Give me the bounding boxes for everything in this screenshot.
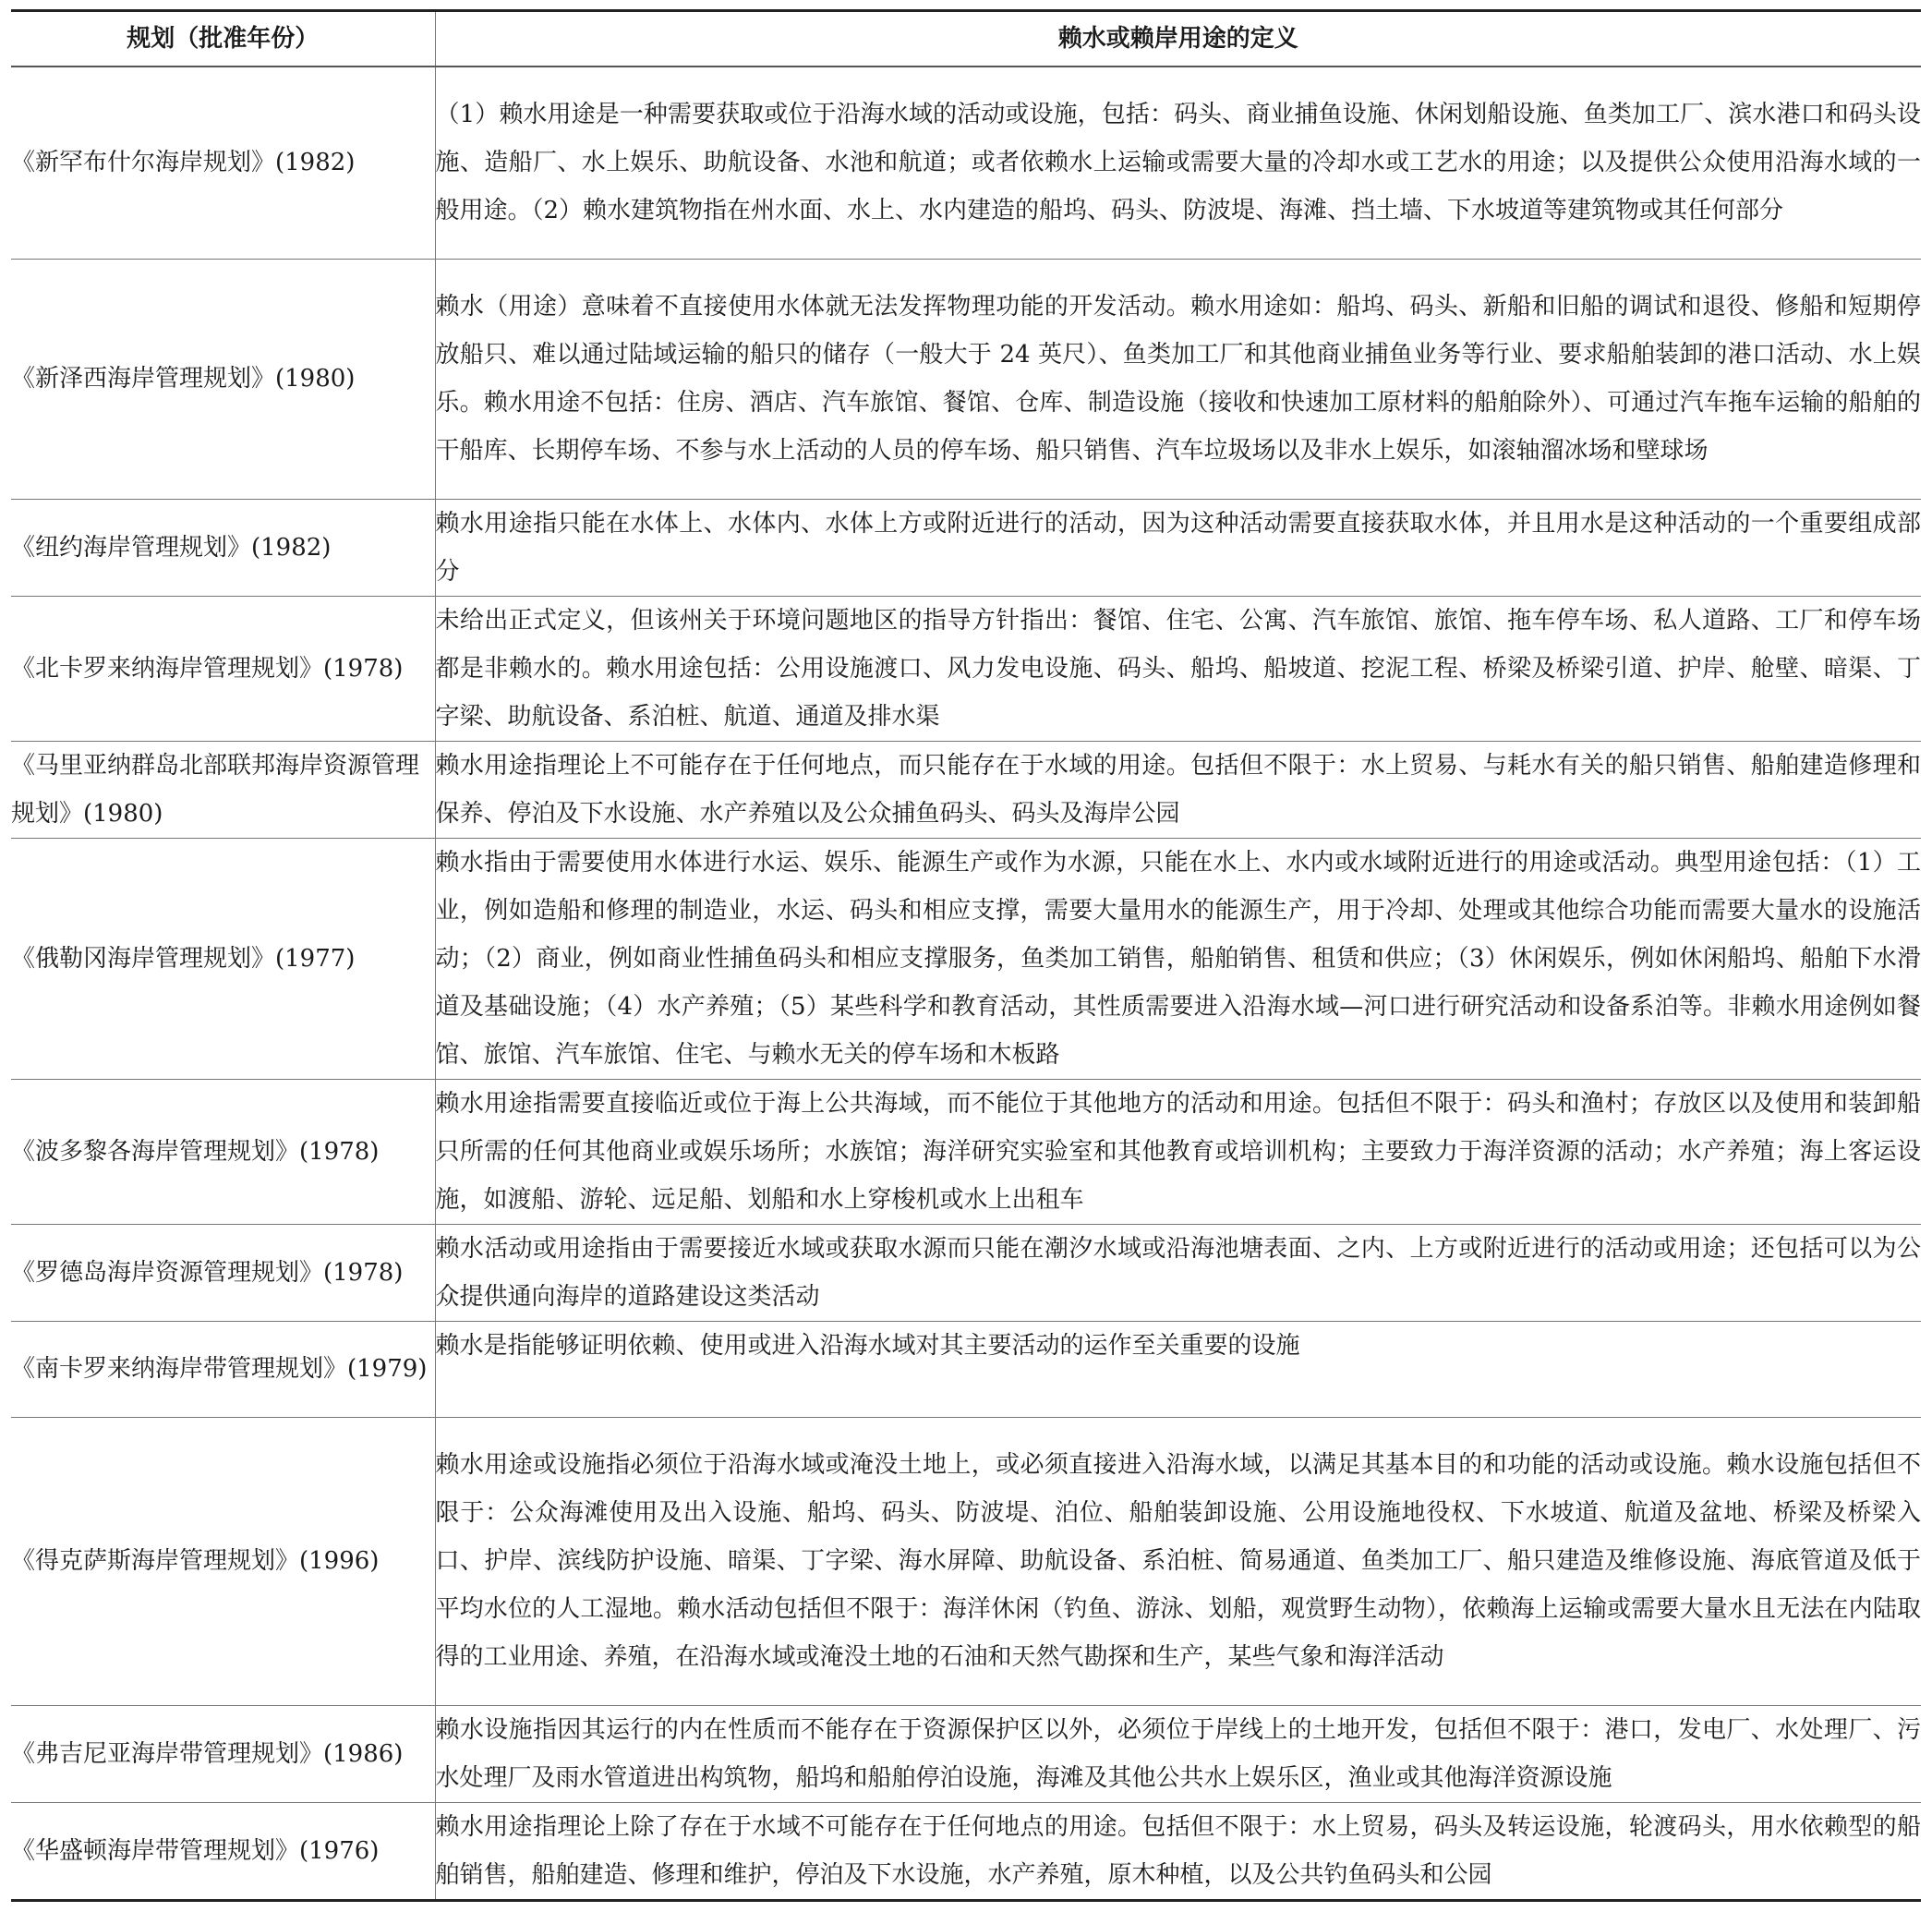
plan-cell: 《华盛顿海岸带管理规划》(1976) [11,1802,435,1900]
plan-cell: 《罗德岛海岸资源管理规划》(1978) [11,1224,435,1321]
table-row [11,1417,1921,1705]
table-header-row [11,11,1921,67]
plan-cell: 《新泽西海岸管理规划》(1980) [11,259,435,499]
plan-cell: 《得克萨斯海岸管理规划》(1996) [11,1417,435,1705]
definition-cell: 赖水用途指需要直接临近或位于海上公共海域，而不能位于其他地方的活动和用途。包括但不限于：码头和渔村；存放区以及使用和装卸船只所需的任何其他商业或娱乐场所；水族馆；海洋研究实验室和其他教育或培训机构；主要致力于海洋资源的活动；水产养殖；海上客运设施，如渡船、游轮、远足船、划船和水上穿梭机或水上出租车 [435,1079,1921,1224]
definition-cell: （1）赖水用途是一种需要获取或位于沿海水域的活动或设施，包括：码头、商业捕鱼设施、休闲划船设施、鱼类加工厂、滨水港口和码头设施、造船厂、水上娱乐、助航设备、水池和航道；或者依赖水上运输或需要大量的冷却水或工艺水的用途；以及提供公众使用沿海水域的一般用途。（2）赖水建筑物指在州水面、水上、水内建造的船坞、码头、防波堤、海滩、挡土墙、下水坡道等建筑物或其任何部分 [435,67,1921,259]
table-row [11,67,1921,259]
table-row [11,596,1921,741]
definition-cell: 赖水用途或设施指必须位于沿海水域或淹没土地上，或必须直接进入沿海水域，以满足其基本目的和功能的活动或设施。赖水设施包括但不限于：公众海滩使用及出入设施、船坞、码头、防波堤、泊位、船舶装卸设施、公用设施地役权、下水坡道、航道及盆地、桥梁及桥梁入口、护岸、滨线防护设施、暗渠、丁字梁、海水屏障、助航设备、系泊桩、简易通道、鱼类加工厂、船只建造及维修设施、海底管道及低于平均水位的人工湿地。赖水活动包括但不限于：海洋休闲（钓鱼、游泳、划船，观赏野生动物），依赖海上运输或需要大量水且无法在内陆取得的工业用途、养殖，在沿海水域或淹没土地的石油和天然气勘探和生产，某些气象和海洋活动 [435,1417,1921,1705]
definition-cell: 赖水（用途）意味着不直接使用水体就无法发挥物理功能的开发活动。赖水用途如：船坞、码头、新船和旧船的调试和退役、修船和短期停放船只、难以通过陆域运输的船只的储存（一般大于 24 英尺）、鱼类加工厂和其他商业捕鱼业务等行业、要求船舶装卸的港口活动、水上娱乐。赖水用途不包括：住房、酒店、汽车旅馆、餐馆、仓库、制造设施（接收和快速加工原材料的船舶除外）、可通过汽车拖车运输的船舶的干船库、长期停车场、不参与水上活动的人员的停车场、船只销售、汽车垃圾场以及非水上娱乐，如滚轴溜冰场和壁球场 [435,259,1921,499]
plan-cell: 《新罕布什尔海岸规划》(1982) [11,67,435,259]
definition-cell: 赖水用途指只能在水体上、水体内、水体上方或附近进行的活动，因为这种活动需要直接获取水体，并且用水是这种活动的一个重要组成部分 [435,499,1921,596]
definition-cell: 赖水指由于需要使用水体进行水运、娱乐、能源生产或作为水源，只能在水上、水内或水域附近进行的用途或活动。典型用途包括：（1）工业，例如造船和修理的制造业，水运、码头和相应支撑，需要大量用水的能源生产，用于冷却、处理或其他综合功能而需要大量水的设施活动；（2）商业，例如商业性捕鱼码头和相应支撑服务，鱼类加工销售，船舶销售、租赁和供应；（3）休闲娱乐，例如休闲船坞、船舶下水滑道及基础设施；（4）水产养殖；（5）某些科学和教育活动，其性质需要进入沿海水域—河口进行研究活动和设备系泊等。非赖水用途例如餐馆、旅馆、汽车旅馆、住宅、与赖水无关的停车场和木板路 [435,838,1921,1079]
header-definition: 赖水或赖岸用途的定义 [435,11,1921,67]
definition-cell: 赖水用途指理论上不可能存在于任何地点，而只能存在于水域的用途。包括但不限于：水上贸易、与耗水有关的船只销售、船舶建造修理和保养、停泊及下水设施、水产养殖以及公众捕鱼码头、码头及海岸公园 [435,741,1921,838]
table-row [11,1705,1921,1802]
plan-cell: 《纽约海岸管理规划》(1982) [11,499,435,596]
plan-cell: 《南卡罗来纳海岸带管理规划》(1979) [11,1321,435,1417]
table-row [11,838,1921,1079]
plan-cell: 《波多黎各海岸管理规划》(1978) [11,1079,435,1224]
header-plan: 规划（批准年份） [11,11,435,67]
plan-cell: 《俄勒冈海岸管理规划》(1977) [11,838,435,1079]
table-row [11,1224,1921,1321]
definitions-table [11,9,1921,1902]
table-row [11,741,1921,838]
table-row [11,1079,1921,1224]
table-row [11,499,1921,596]
table-row [11,1321,1921,1417]
table-row [11,1802,1921,1900]
definition-cell: 未给出正式定义，但该州关于环境问题地区的指导方针指出：餐馆、住宅、公寓、汽车旅馆、旅馆、拖车停车场、私人道路、工厂和停车场都是非赖水的。赖水用途包括：公用设施渡口、风力发电设施、码头、船坞、船坡道、挖泥工程、桥梁及桥梁引道、护岸、舱壁、暗渠、丁字梁、助航设备、系泊桩、航道、通道及排水渠 [435,596,1921,741]
plan-cell: 《北卡罗来纳海岸管理规划》(1978) [11,596,435,741]
plan-cell: 《弗吉尼亚海岸带管理规划》(1986) [11,1705,435,1802]
plan-cell: 《马里亚纳群岛北部联邦海岸资源管理规划》(1980) [11,741,435,838]
table-row [11,259,1921,499]
definition-cell: 赖水活动或用途指由于需要接近水域或获取水源而只能在潮汐水域或沿海池塘表面、之内、上方或附近进行的活动或用途；还包括可以为公众提供通向海岸的道路建设这类活动 [435,1224,1921,1321]
definition-cell: 赖水设施指因其运行的内在性质而不能存在于资源保护区以外，必须位于岸线上的土地开发，包括但不限于：港口，发电厂、水处理厂、污水处理厂及雨水管道进出构筑物，船坞和船舶停泊设施，海滩及其他公共水上娱乐区，渔业或其他海洋资源设施 [435,1705,1921,1802]
definition-cell: 赖水用途指理论上除了存在于水域不可能存在于任何地点的用途。包括但不限于：水上贸易，码头及转运设施，轮渡码头，用水依赖型的船舶销售，船舶建造、修理和维护，停泊及下水设施，水产养殖，原木种植，以及公共钓鱼码头和公园 [435,1802,1921,1900]
definition-cell: 赖水是指能够证明依赖、使用或进入沿海水域对其主要活动的运作至关重要的设施 [435,1321,1921,1417]
